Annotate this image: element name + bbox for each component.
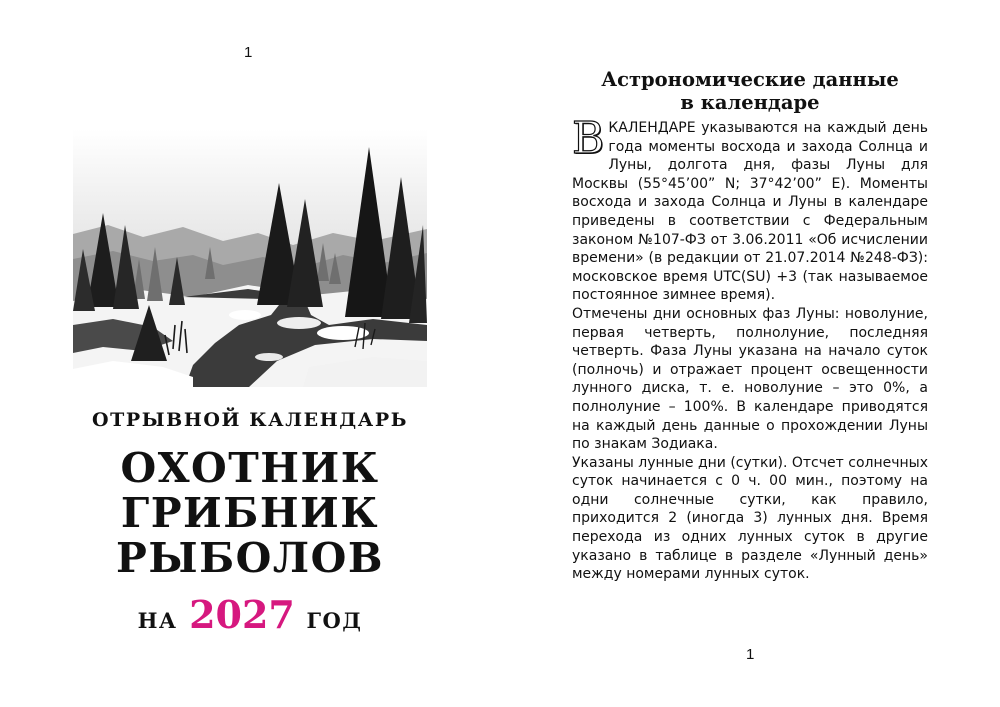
title-line-3: РЫБОЛОВ — [116, 534, 384, 582]
article-heading — [500, 68, 1000, 114]
page-number: 1 — [244, 44, 253, 61]
paragraph-1-text: КАЛЕНДАРЕ указываются на каждый день года моменты восхода и захода Солнца и Луны, долгота дня, фазы Луны для Москвы (55°45’00” N; 37°42’00” E). Моменты восхода и захода Солнца и Луны в календаре приведены в соответствии с Федеральным законом №107-ФЗ от 3.06.2011 «Об исчислении времени» (в редакции от 21.07.2014 №248-ФЗ): московское время UTC(SU) +3 (так называемое постоянное зимнее время). — [572, 120, 928, 304]
winter-forest-illustration — [73, 129, 427, 387]
year-number: 2027 — [189, 592, 295, 637]
year-suffix: ГОД — [306, 608, 363, 633]
title-line-2: ГРИБНИК — [120, 489, 380, 537]
paragraph-1 — [572, 113, 928, 305]
paragraph-2: Отмечены дни основных фаз Луны: новолуние, первая четверть, полнолуние, последняя четверть. Фаза Луны указана на начало суток (полночь) и отражает процент освещенности лунного диска, т. е. новолуние – это 0%, а полнолуние – 100%. В календаре приводятся на каждый день данные о прохождении Луны по знакам Зодиака. — [572, 305, 928, 453]
drop-cap: В — [572, 113, 605, 164]
title-line-1: ОХОТНИК — [120, 444, 380, 492]
page-number: 1 — [746, 646, 755, 663]
year-line — [0, 592, 500, 637]
article-heading-line-2: в календаре — [680, 91, 820, 114]
right-page — [500, 0, 1000, 707]
cover-title — [0, 446, 500, 581]
article-heading-line-1: Астрономические данные — [601, 68, 899, 91]
article-body — [572, 113, 928, 584]
paragraph-3: Указаны лунные дни (сутки). Отсчет солнечных суток начинается с 0 ч. 00 мин., поэтому на одни солнечные сутки, как правило, приходится 2 (иногда 3) лунных дня. Время перехода из одних лунных суток в другие указано в таблице в разделе «Лунный день» между номерами лунных суток. — [572, 454, 928, 583]
calendar-subtitle: ОТРЫВНОЙ КАЛЕНДАРЬ — [91, 409, 409, 431]
year-prefix: НА — [137, 608, 178, 633]
